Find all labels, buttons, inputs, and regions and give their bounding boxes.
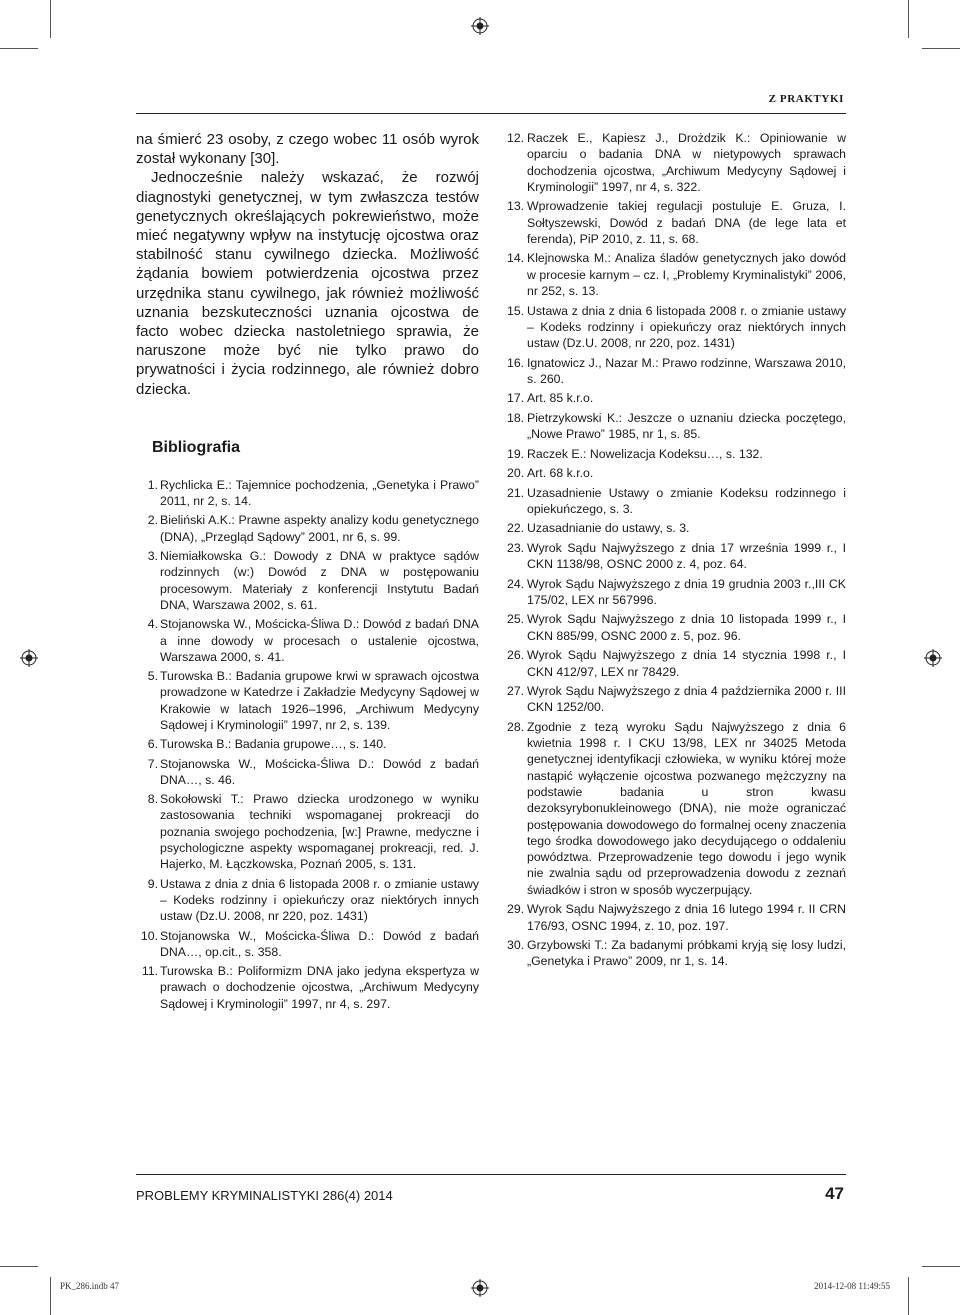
reference-number: 13. <box>507 199 525 214</box>
crop-mark <box>50 1277 51 1315</box>
reference-text: Wyrok Sądu Najwyższego z dnia 19 grudnia 2003 r.,III CK 175/02, LEX nr 567996. <box>527 576 846 607</box>
running-title: Z PRAKTYKI <box>768 93 844 105</box>
right-column <box>507 130 846 973</box>
reference-item <box>507 719 846 898</box>
reference-item <box>136 512 479 545</box>
bibliography-heading: Bibliografia <box>152 438 241 456</box>
reference-item <box>136 928 479 961</box>
reference-text: Turowska B.: Badania grupowe krwi w sprawach ojcostwa prowadzone w Katedrze i Zakładzie Medycyny Sądowej w Krakowie w latach 1926–1996, „Archiwum Medycyny Sądowej i Kryminologii” 1997, nr 2, s. 139. <box>160 669 479 732</box>
reference-item <box>507 576 846 609</box>
reference-item <box>507 540 846 573</box>
reference-item <box>507 611 846 644</box>
registration-mark-icon <box>20 649 38 667</box>
crop-mark <box>908 1277 909 1315</box>
reference-number: 18. <box>507 410 525 425</box>
reference-number: 11. <box>141 964 158 979</box>
reference-text: Zgodnie z tezą wyroku Sądu Najwyższego z dnia 6 kwietnia 1998 r. I CKU 13/98, LEX nr 34025 Metoda genetycznej identyfikacji człowieka, w wyniku której może nastąpić wyłączenie ojcostwa pozwanego mężczyzny na podstawie badania u stron kwasu dezoksyrybonukleinowego (DNA), nie może ograniczać postępowania dowodowego do formalnej oceny znaczenia tego środka dowodowego jako decydującego o oddaleniu powództwa. Przeprowadzenie tego dowodu i jego wynik nie zwalnia sądu od przeprowadzenia dowodu z zeznań świadków i stron w sposób wyczerpujący. <box>527 719 846 897</box>
registration-mark-icon <box>471 17 489 35</box>
footer-rule <box>136 1174 846 1175</box>
reference-number: 4. <box>147 617 158 632</box>
reference-text: Stojanowska W., Mościcka-Śliwa D.: Dowód z badań DNA a inne dowody w procesach o ustalenie ojcostwa, Warszawa 2000, s. 41. <box>160 617 479 664</box>
reference-number: 28. <box>507 719 525 734</box>
reference-number: 19. <box>507 446 525 461</box>
paragraph: Jednocześnie należy wskazać, że rozwój diagnostyki genetycznej, w tym zwłaszcza testów genetycznych określających pokrewieństwo, może mieć negatywny wpływ na instytucję ojcostwa oraz stabilność stanu cywilnego dziecka. Możliwość żądania bowiem potwierdzenia ojcostwa przez urzędnika stanu cywilnego, jak również możliwość uznania bezskuteczności uznania ojcostwa de facto wobec dziecka nastoletniego sprawia, że naruszone może być nie tylko prawo do prywatności i życia rodzinnego, ale również dobro dziecka. <box>136 169 479 398</box>
crop-mark <box>0 48 38 49</box>
reference-item <box>507 683 846 716</box>
reference-number: 3. <box>147 549 158 564</box>
slug-file: PK_286.indb 47 <box>60 1281 120 1291</box>
reference-item <box>507 647 846 680</box>
reference-item <box>507 410 846 443</box>
reference-item <box>507 937 846 970</box>
reference-item <box>507 355 846 388</box>
slug-datetime: 2014-12-08 11:49:55 <box>814 1281 890 1291</box>
reference-item <box>507 485 846 518</box>
reference-number: 8. <box>147 792 158 807</box>
reference-item <box>507 446 846 462</box>
reference-number: 9. <box>147 876 158 891</box>
reference-item <box>507 250 846 299</box>
reference-text: Rychlicka E.: Tajemnice pochodzenia, „Genetyka i Prawo” 2011, nr 2, s. 14. <box>160 477 479 509</box>
reference-text: Uzasadnienie Ustawy o zmianie Kodeksu rodzinnego i opiekuńczego, s. 3. <box>527 485 846 516</box>
reference-text: Sokołowski T.: Prawo dziecka urodzonego w wyniku zastosowania techniki wspomaganej prokreacji do poznania swojego pochodzenia, [w:] Prawne, medyczne i psychologiczne aspekty wspomaganej prokreacji, red. J. Hajerko, M. Łączkowska, Poznań 2005, s. 131. <box>160 792 479 872</box>
reference-number: 25. <box>507 612 525 627</box>
reference-text: Ustawa z dnia z dnia 6 listopada 2008 r. o zmianie ustawy – Kodeks rodzinny i opiekuńczy oraz niektórych innych ustaw (Dz.U. 2008, nr 220, poz. 1431) <box>527 303 846 351</box>
reference-item <box>136 791 479 872</box>
reference-item <box>136 477 479 510</box>
registration-mark-icon <box>471 1279 489 1297</box>
reference-text: Grzybowski T.: Za badanymi próbkami kryją się losy ludzi, „Genetyka i Prawo” 2009, nr 1, s. 14. <box>527 938 846 969</box>
reference-text: Wprowadzenie takiej regulacji postuluje E. Gruza, I. Sołtyszewski, Dowód z badań DNA (de lege lata et ferenda), PiP 2010, z. 11, s. 68. <box>527 199 846 246</box>
reference-text: Turowska B.: Badania grupowe…, s. 140. <box>160 737 387 752</box>
reference-item <box>507 901 846 934</box>
reference-item <box>507 130 846 195</box>
reference-number: 12. <box>507 131 525 145</box>
reference-list-right <box>507 130 846 970</box>
reference-text: Raczek E., Kapiesz J., Drożdzik K.: Opiniowanie w oparciu o badania DNA w nietypowych sprawach dochodzenia ojcostwa, „Archiwum Medycyny Sądowej i Kryminologii” 1997, nr 4, s. 322. <box>527 131 846 194</box>
reference-number: 20. <box>507 466 525 481</box>
reference-text: Pietrzykowski K.: Jeszcze o uznaniu dziecka poczętego, „Nowe Prawo” 1985, nr 1, s. 85. <box>527 410 846 442</box>
reference-text: Ustawa z dnia z dnia 6 listopada 2008 r. o zmianie ustawy – Kodeks rodzinny i opiekuńczy oraz niektórych innych ustaw (Dz.U. 2008, nr 220, poz. 1431) <box>160 876 479 924</box>
reference-number: 14. <box>507 251 525 266</box>
reference-text: Wyrok Sądu Najwyższego z dnia 16 lutego 1994 r. II CRN 176/93, OSNC 1994, z. 10, poz. 197. <box>527 902 846 933</box>
reference-item <box>507 520 846 536</box>
reference-number: 2. <box>147 513 158 528</box>
reference-item <box>136 876 479 925</box>
reference-text: Art. 68 k.r.o. <box>527 466 594 481</box>
reference-text: Niemiałkowska G.: Dowody z DNA w praktyce sądów rodzinnych (w:) Dowód z DNA w postępowaniu procesowym. Materiały z konferencji Instytutu Badań DNA, Warszawa 2002, s. 61. <box>160 549 479 612</box>
reference-number: 29. <box>507 902 525 917</box>
reference-text: Wyrok Sądu Najwyższego z dnia 14 stycznia 1998 r., I CKN 412/97, LEX nr 78429. <box>527 648 846 679</box>
reference-number: 24. <box>507 576 525 591</box>
reference-item <box>136 668 479 733</box>
reference-item <box>136 736 479 752</box>
reference-text: Ignatowicz J., Nazar M.: Prawo rodzinne, Warszawa 2010, s. 260. <box>527 355 846 386</box>
reference-item <box>507 465 846 481</box>
crop-mark <box>0 1266 38 1267</box>
reference-item <box>136 963 479 1012</box>
reference-number: 27. <box>507 684 525 699</box>
reference-text: Stojanowska W., Mościcka-Śliwa D.: Dowód z badań DNA…, s. 46. <box>160 756 479 787</box>
reference-number: 23. <box>507 540 525 555</box>
reference-item <box>136 756 479 789</box>
reference-text: Stojanowska W., Mościcka-Śliwa D.: Dowód z badań DNA…, op.cit., s. 358. <box>160 928 479 959</box>
left-column <box>136 130 479 1015</box>
reference-text: Art. 85 k.r.o. <box>527 391 594 406</box>
page-number: 47 <box>825 1184 844 1203</box>
reference-number: 6. <box>147 737 158 752</box>
journal-title: PROBLEMY KRYMINALISTYKI 286(4) 2014 <box>136 1188 393 1203</box>
paragraph: na śmierć 23 osoby, z czego wobec 11 osób wyrok został wykonany [30]. <box>136 131 479 168</box>
reference-text: Wyrok Sądu Najwyższego z dnia 10 listopada 1999 r., I CKN 885/99, OSNC 2000 z. 5, poz. 96. <box>527 612 846 643</box>
reference-text: Turowska B.: Poliformizm DNA jako jedyna ekspertyza w prawach o dochodzenie ojcostwa, „Archiwum Medycyny Sądowej i Kryminologii” 1997, nr 4, s. 297. <box>160 964 479 1011</box>
reference-number: 22. <box>507 521 525 536</box>
reference-item <box>507 390 846 406</box>
reference-text: Wyrok Sądu Najwyższego z dnia 17 września 1999 r., I CKN 1138/98, OSNC 2000 z. 4, poz. 64. <box>527 540 846 572</box>
reference-text: Bieliński A.K.: Prawne aspekty analizy kodu genetycznego (DNA), „Przegląd Sądowy” 2001, nr 6, s. 99. <box>160 513 479 544</box>
reference-item <box>507 303 846 352</box>
reference-number: 7. <box>147 756 158 771</box>
registration-mark-icon <box>924 649 942 667</box>
reference-number: 30. <box>507 938 525 953</box>
crop-mark <box>50 0 51 38</box>
reference-list-left <box>136 477 479 1012</box>
header-rule <box>136 113 846 114</box>
reference-text: Wyrok Sądu Najwyższego z dnia 4 października 2000 r. III CKN 1252/00. <box>527 684 846 715</box>
crop-mark <box>922 1266 960 1267</box>
reference-number: 15. <box>507 303 525 318</box>
crop-mark <box>922 48 960 49</box>
reference-number: 17. <box>507 391 525 406</box>
reference-item <box>507 198 846 247</box>
reference-number: 1. <box>147 477 158 492</box>
reference-text: Raczek E.: Nowelizacja Kodeksu…, s. 132. <box>527 446 763 461</box>
reference-item <box>136 548 479 613</box>
reference-text: Klejnowska M.: Analiza śladów genetycznych jako dowód w procesie karnym – cz. I, „Problemy Kryminalistyki” 2006, nr 252, s. 13. <box>527 251 846 299</box>
reference-number: 21. <box>507 485 525 500</box>
reference-item <box>136 616 479 665</box>
reference-number: 10. <box>140 928 158 943</box>
reference-number: 16. <box>507 355 525 370</box>
reference-text: Uzasadnianie do ustawy, s. 3. <box>527 521 690 536</box>
reference-number: 26. <box>507 648 525 663</box>
reference-number: 5. <box>147 669 158 684</box>
crop-mark <box>908 0 909 38</box>
